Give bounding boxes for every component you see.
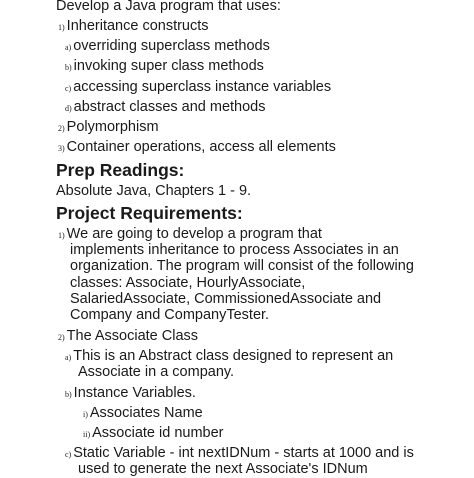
uses-item-c	[65, 79, 331, 97]
list-marker: ii)	[83, 430, 91, 439]
list-item-text: abstract classes and methods	[73, 99, 266, 115]
list-marker: i)	[83, 410, 88, 419]
req-item-1-line: SalariedAssociate, CommissionedAssociate and	[70, 291, 382, 307]
req-line: This is an Abstract class designed to represent an	[73, 348, 394, 364]
list-marker: 1)	[58, 231, 65, 240]
list-marker: 1)	[58, 23, 65, 32]
list-marker: c)	[65, 450, 72, 459]
list-marker: c)	[65, 84, 72, 93]
uses-item-a	[65, 38, 270, 56]
var-item-ii	[83, 425, 223, 443]
list-marker: d)	[65, 104, 72, 113]
req-item-2b	[65, 385, 196, 403]
var-item-i	[83, 405, 203, 423]
list-item-text: Associates Name	[89, 405, 203, 421]
uses-item-d	[65, 99, 266, 117]
list-marker: 2)	[58, 124, 65, 133]
prep-text: Absolute Java, Chapters 1 - 9.	[56, 183, 252, 199]
requirements-heading: Project Requirements:	[56, 203, 243, 223]
list-item-text: Inheritance constructs	[66, 18, 209, 34]
req-line: We are going to develop a program that	[66, 226, 322, 242]
list-marker: a)	[65, 43, 72, 52]
list-marker: 2)	[58, 333, 65, 342]
list-item-text: invoking super class methods	[73, 58, 264, 74]
list-item-text: accessing superclass instance variables	[73, 79, 332, 95]
list-marker: b)	[65, 63, 72, 72]
uses-item-3	[58, 139, 336, 157]
uses-item-1	[58, 18, 209, 36]
list-marker: a)	[65, 353, 72, 362]
req-item-1-line: classes: Associate, HourlyAssociate,	[70, 275, 306, 291]
uses-item-2	[58, 119, 159, 137]
req-item-2c-line: used to generate the next Associate's IDNum	[78, 461, 368, 477]
list-item-text: The Associate Class	[66, 328, 199, 344]
list-item-text: Instance Variables.	[73, 385, 196, 401]
req-item-2	[58, 328, 198, 346]
req-item-1-line: organization. The program will consist of the following	[70, 258, 414, 274]
list-marker: 3)	[58, 144, 65, 153]
list-marker: b)	[65, 390, 72, 399]
list-item-text: Associate id number	[92, 425, 224, 441]
req-line: Static Variable - int nextIDNum - starts at 1000 and is	[73, 445, 414, 461]
req-item-1-line: Company and CompanyTester.	[70, 307, 270, 323]
uses-item-b	[65, 58, 264, 76]
req-item-2a-line: Associate in a company.	[78, 364, 235, 380]
list-item-text: overriding superclass methods	[73, 38, 270, 54]
req-item-1-line: implements inheritance to process Associates in an	[70, 242, 399, 258]
prep-heading: Prep Readings:	[56, 160, 185, 180]
intro-text: Develop a Java program that uses:	[56, 0, 281, 14]
list-item-text: Container operations, access all elements	[66, 139, 336, 155]
list-item-text: Polymorphism	[66, 119, 159, 135]
